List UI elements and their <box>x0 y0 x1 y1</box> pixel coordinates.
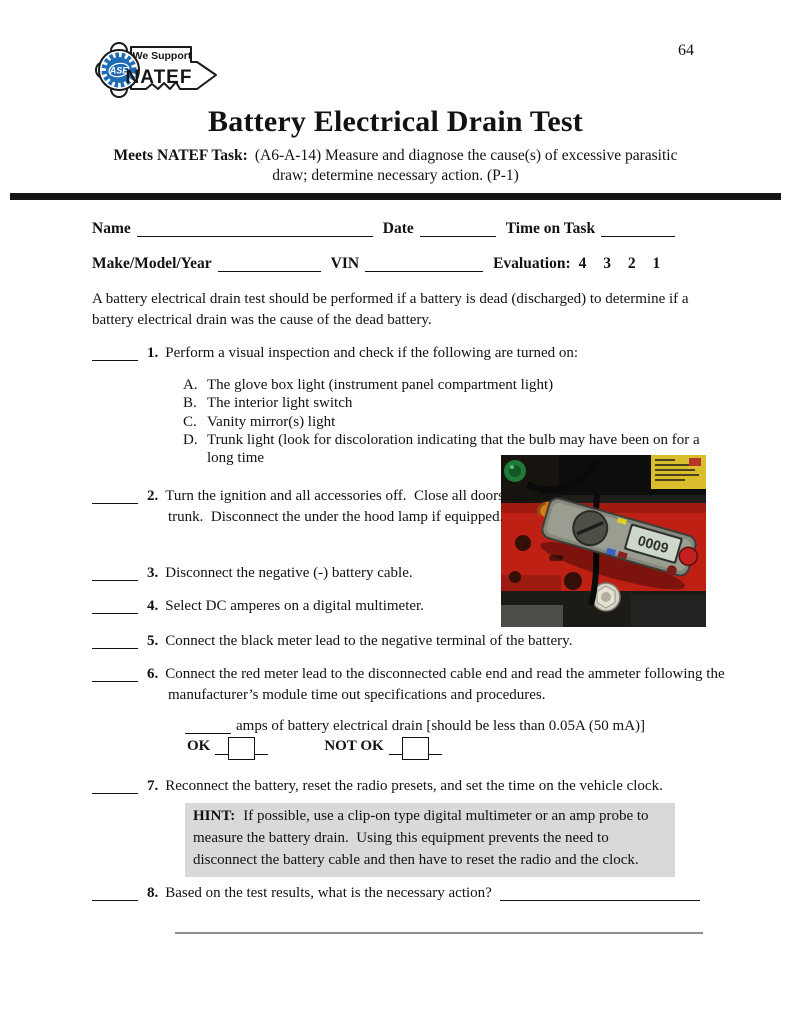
step-7 <box>92 776 791 797</box>
step-8-number: 8. <box>147 885 159 901</box>
time-on-task-label: Time on Task <box>505 220 596 237</box>
ok-checkbox[interactable] <box>228 737 255 760</box>
green-cap <box>504 460 526 482</box>
vin-label: VIN <box>330 255 360 272</box>
hint-block <box>185 803 675 877</box>
list-item-a: A. The glove box light (instrument panel compartment light) <box>183 377 554 393</box>
step-2-completion-blank[interactable] <box>92 500 138 504</box>
page-title: Battery Electrical Drain Test <box>208 105 583 138</box>
time-on-task-field[interactable] <box>601 233 675 237</box>
logo-we-support-text: We Support <box>132 50 192 62</box>
amps-text: amps of battery electrical drain [should be less than 0.05A (50 mA)] <box>236 718 646 734</box>
list-item-d: D. Trunk light (look for discoloration indicating that the bulb may have been on for a long time <box>183 431 704 467</box>
make-model-year-label: Make/Model/Year <box>92 255 212 272</box>
task-line-2: draw; determine necessary action. (P-1) <box>272 167 519 185</box>
date-field[interactable] <box>420 233 496 237</box>
natef-logo <box>95 38 221 109</box>
step-5-number: 5. <box>147 633 159 649</box>
hint-label: HINT: <box>193 808 236 824</box>
name-label: Name <box>92 220 131 237</box>
step-8-text: Based on the test results, what is the necessary action? <box>165 885 492 901</box>
logo-natef-text: NATEF <box>125 67 193 88</box>
step-4 <box>92 596 783 617</box>
step-7-number: 7. <box>147 778 159 794</box>
header-divider <box>10 193 781 200</box>
step-1-text: Perform a visual inspection and check if the following are turned on: <box>165 345 579 361</box>
step-6-completion-blank[interactable] <box>92 678 138 682</box>
step-8 <box>92 883 791 904</box>
step-4-text: Select DC amperes on a digital multimeter. <box>165 598 424 614</box>
step-4-completion-blank[interactable] <box>92 610 138 614</box>
vin-field[interactable] <box>365 268 483 272</box>
checklist-a-d <box>183 376 704 467</box>
step-3 <box>92 563 783 584</box>
natef-task-statement <box>0 146 791 187</box>
step-2-text: Turn the ignition and all accessories off. Close all doors and the trunk. Disconnect the under the hood lamp if equipped. <box>165 488 556 525</box>
step-6-text: Connect the red meter lead to the disconnected cable end and read the ammeter following the manufacturer’s module time out specifications and procedures. <box>165 666 729 703</box>
step-6 <box>92 664 768 706</box>
not-ok-label: NOT OK <box>324 738 384 754</box>
step-3-number: 3. <box>147 565 159 581</box>
intro-paragraph: A battery electrical drain test should be performed if a battery is dead (discharged) to determine if a battery electrical drain was the cause of the dead battery. <box>92 291 693 328</box>
ase-logo-text: ASE <box>109 65 129 76</box>
answer-continuation-line[interactable] <box>175 930 703 934</box>
step-6-number: 6. <box>147 666 159 682</box>
battery-warning-label <box>651 455 706 489</box>
step-5-completion-blank[interactable] <box>92 645 138 649</box>
step-2 <box>92 486 582 528</box>
make-model-year-field[interactable] <box>218 268 321 272</box>
meter-reading: 0009 <box>636 532 671 557</box>
step-5-text: Connect the black meter lead to the negative terminal of the battery. <box>165 633 573 649</box>
necessary-action-blank[interactable] <box>500 897 700 901</box>
name-field[interactable] <box>137 233 373 237</box>
natef-key-logo-graphic <box>95 38 221 102</box>
amps-value-blank[interactable] <box>185 730 231 734</box>
page-number: 64 <box>678 42 694 59</box>
info-row-vehicle <box>92 253 660 275</box>
step-7-completion-blank[interactable] <box>92 790 138 794</box>
step-4-number: 4. <box>147 598 159 614</box>
date-label: Date <box>382 220 414 237</box>
ok-label: OK <box>187 738 211 754</box>
ok-notok-row <box>187 736 442 760</box>
step-7-text: Reconnect the battery, reset the radio presets, and set the time on the vehicle clock. <box>165 778 663 794</box>
list-item-c: C. Vanity mirror(s) light <box>183 413 336 430</box>
step-1 <box>92 343 783 364</box>
task-line-1: Meets NATEF Task: (A6-A-14) Measure and diagnose the cause(s) of excessive parasitic <box>113 147 678 164</box>
step-5 <box>92 631 783 652</box>
evaluation-label: Evaluation: <box>493 255 571 272</box>
step-1-completion-blank[interactable] <box>92 357 138 361</box>
not-ok-checkbox[interactable] <box>402 737 429 760</box>
step-3-completion-blank[interactable] <box>92 577 138 581</box>
step-8-completion-blank[interactable] <box>92 897 138 901</box>
evaluation-scale: 4 3 2 1 <box>578 255 661 272</box>
task-label: Meets NATEF Task: <box>113 147 248 164</box>
amps-reading-row <box>185 716 645 737</box>
step-3-text: Disconnect the negative (-) battery cable. <box>165 565 413 581</box>
list-item-b: B. The interior light switch <box>183 395 353 412</box>
step-2-number: 2. <box>147 488 159 504</box>
info-row-name <box>92 218 685 240</box>
hint-text: If possible, use a clip-on type digital multimeter or an amp probe to measure the battery drain. Using this equipment prevents the need to disconnect the battery cable and then have to reset the radio and the clock. <box>193 808 653 868</box>
step-1-number: 1. <box>147 345 159 361</box>
